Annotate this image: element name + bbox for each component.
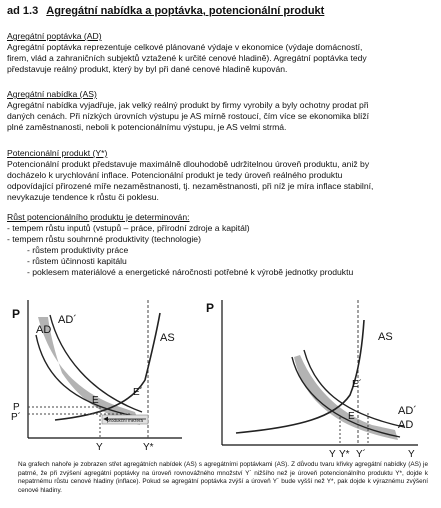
text-line: Agregátní nabídka vyjadřuje, jak velký reálný produkt by firmy vyrobily a byly ochotny prodat při [7, 99, 369, 110]
label-gap: produkční mezera [107, 418, 144, 423]
section-title: Potencionální produkt (Y*) [7, 148, 108, 158]
section-determinants [7, 212, 437, 277]
label-e2: E´ [352, 379, 362, 390]
label-ad2: AD´ [398, 405, 417, 417]
label-y-axis: Y [408, 449, 415, 460]
label-ad: AD [36, 324, 52, 336]
section-potential-product [7, 148, 437, 203]
label-p: P [206, 301, 215, 315]
graph-left [11, 300, 182, 453]
label-e: E [348, 411, 355, 422]
label-ad2: AD´ [58, 314, 77, 326]
text-line: představuje reálný produkt, který by byl při dané cenové hladině kupován. [7, 63, 288, 74]
text-line: plné zaměstnanosti, neboli k potencionálnímu výstupu, je AS velmi strmá. [7, 121, 287, 132]
text-line: Agregátní poptávka reprezentuje celkové plánované výdaje v ekonomice (výdaje domácností, [7, 41, 363, 52]
text-line: nevykazuje tendence k růstu či poklesu. [7, 191, 159, 202]
sub-list-item: - růstem produktivity práce [27, 244, 129, 255]
label-y-star: Y* [339, 449, 350, 460]
list-item: - tempem růstu souhrnné produktivity (technologie) [7, 233, 201, 244]
label-as: AS [378, 331, 393, 343]
text-line: docházelo k urychlování inflace. Potencionální produkt je tedy úroveň reálného produktu [7, 169, 343, 180]
text-line: daných cenách. Při nízkých úrovních výstupu je AS mírně rostoucí, čím více se ekonomika blíží [7, 110, 370, 121]
diagrams [0, 295, 441, 461]
section-ad [7, 31, 437, 75]
section-title: Růst potencionálního produktu je determinován: [7, 212, 190, 222]
text-line: firem, vlád a zahraničních subjektů vztažené k určité cenové hladině). Agregátní poptávka tedy [7, 52, 367, 63]
section-title: Agregátní nabídka (AS) [7, 89, 97, 99]
label-as: AS [160, 332, 175, 344]
label-e2: E´ [133, 387, 143, 398]
section-as [7, 89, 437, 133]
graph-right [206, 300, 418, 460]
section-title: Agregátní poptávka (AD) [7, 31, 102, 41]
label-p: P [12, 307, 21, 321]
label-y: Y [329, 449, 336, 460]
label-ad: AD [398, 419, 414, 431]
text-line: Potencionální produkt představuje maximálně dlouhodobě udržitelnou úroveň produktu, aniž by [7, 158, 370, 169]
ad-shift-area [294, 355, 398, 440]
label-p-tick: P [13, 402, 20, 413]
label-y2: Y´ [356, 449, 366, 460]
sub-list-item: - poklesem materiálové a energetické náročnosti potřebné k výrobě jednotky produktu [27, 266, 354, 277]
ad-curve [292, 357, 400, 437]
ad-shift-area [38, 317, 140, 425]
label-e: E [92, 395, 99, 406]
heading-title: Agregátní nabídka a poptávka, potencionální produkt [46, 5, 325, 17]
page-heading [7, 5, 324, 17]
text-line: odpovídající přirozené míře nezaměstnanosti, tj. nezaměstnanosti, při níž je míra inflace stabilní, [7, 180, 374, 191]
label-y: Y [96, 442, 103, 453]
sub-list-item: - růstem účinnosti kapitálu [27, 255, 127, 266]
label-p2-tick: P´ [11, 412, 21, 423]
label-y-star: Y* [143, 442, 154, 453]
list-item: - tempem růstu inputů (vstupů – práce, přírodní zdroje a kapitál) [7, 222, 250, 233]
heading-number: ad 1.3 [7, 5, 39, 17]
figure-caption: Na grafech nahoře je zobrazen střet agregátních nabídek (AS) s agregátními poptávkami (AS). Z důvodu tvaru křivky agregátní nabídky (AS) je patrné, že při zvýšení agregátní poptávky na úroveň rovnovážného množství Y´ nižšího než je úroveň potencionálního produktu Y*, dojde k nepatrnému růstu cenové hladiny (inflace). Pokud se agregátní poptávka zvýší a úroveň Y´ bude vyšší než Y*, pak dojde k výraznému zvýšení cenové hladiny. [18, 461, 428, 494]
